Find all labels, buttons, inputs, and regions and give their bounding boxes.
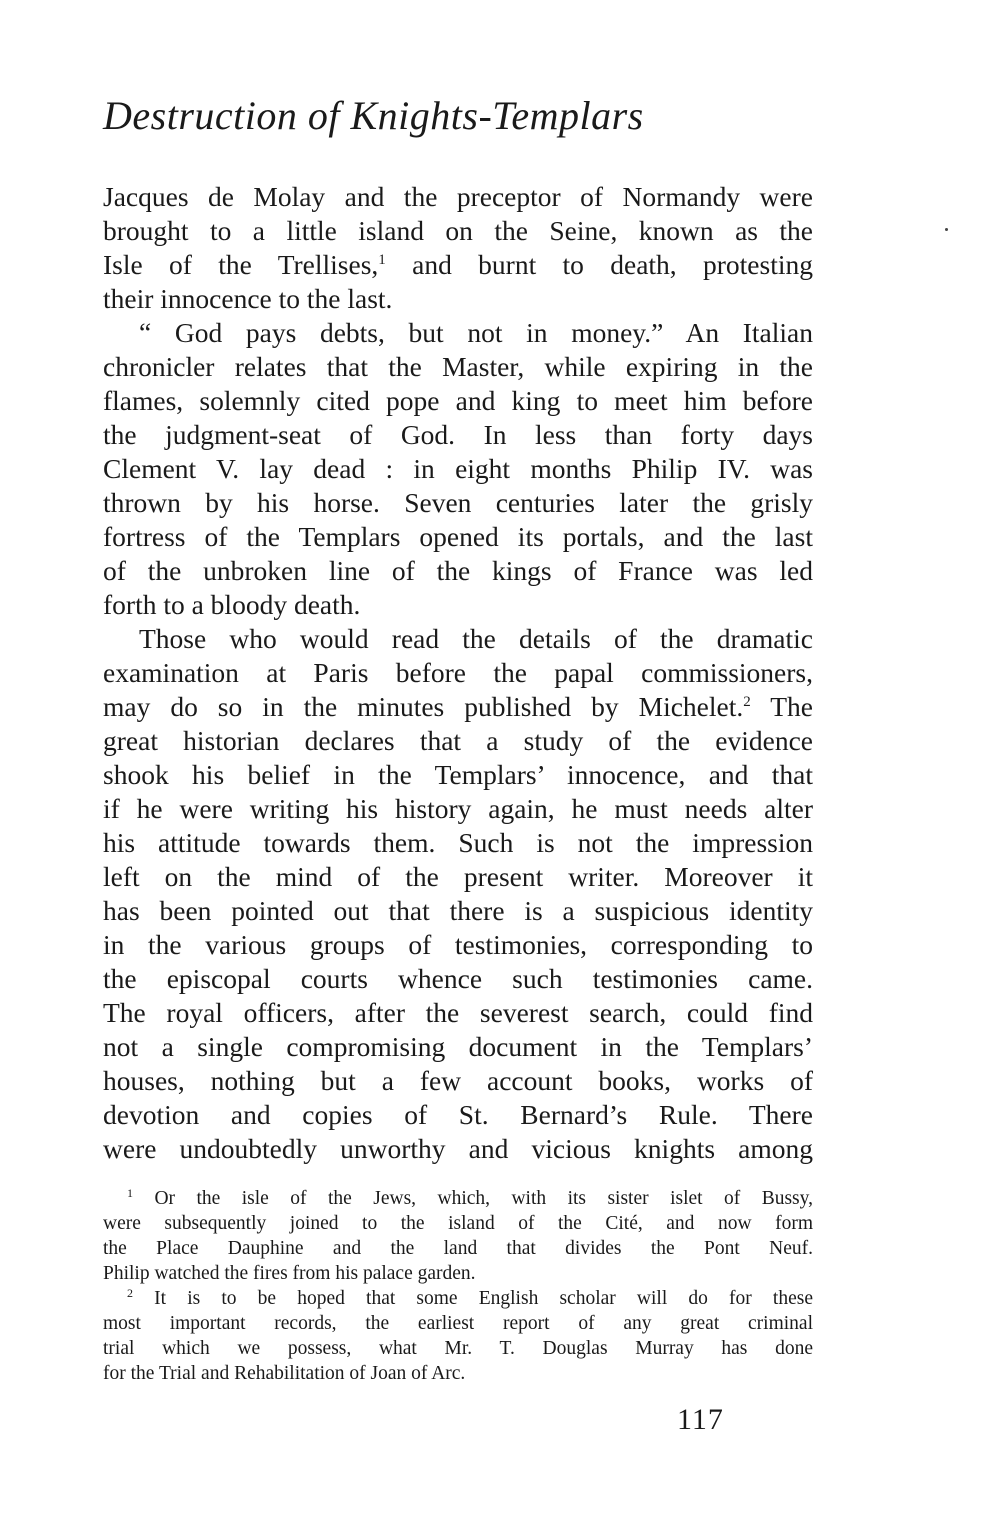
- footnote-line: for the Trial and Rehabilitation of Joan of Arc.: [103, 1363, 466, 1384]
- text-segment: Isle of the Trellises,: [103, 249, 379, 280]
- text-line: [103, 690, 813, 724]
- text-line: the episcopal courts whence such testimonies came.: [103, 963, 813, 994]
- text-line: The royal officers, after the severest search, could find: [103, 997, 813, 1028]
- text-line: examination at Paris before the papal commissioners,: [103, 657, 813, 688]
- text-line: [103, 248, 813, 282]
- text-segment: and burnt to death, protesting: [412, 249, 813, 280]
- text-line: his attitude towards them. Such is not the impression: [103, 827, 813, 858]
- paragraph-start-line: Those who would read the details of the dramatic: [139, 623, 813, 654]
- text-segment: The: [770, 691, 813, 722]
- footnote-reference: 2: [743, 694, 751, 710]
- body-text: [103, 180, 813, 1166]
- text-line: in the various groups of testimonies, corresponding to: [103, 929, 813, 960]
- text-line: thrown by his horse. Seven centuries later the grisly: [103, 487, 813, 518]
- text-line: their innocence to the last.: [103, 283, 393, 314]
- text-line: devotion and copies of St. Bernard’s Rule. There: [103, 1099, 813, 1130]
- text-line: flames, solemnly cited pope and king to meet him before: [103, 385, 813, 416]
- text-line: if he were writing his history again, he must needs alter: [103, 793, 813, 824]
- text-segment: may do so in the minutes published by Michelet.: [103, 691, 744, 722]
- text-line: houses, nothing but a few account books, works of: [103, 1065, 813, 1096]
- footnote-line: trial which we possess, what Mr. T. Douglas Murray has done: [103, 1338, 813, 1359]
- footnote-marker: 1: [127, 1186, 133, 1200]
- footnote-marker: 2: [127, 1286, 133, 1300]
- footnote-reference: 1: [378, 252, 386, 268]
- text-line: of the unbroken line of the kings of France was led: [103, 555, 813, 586]
- text-segment: It is to be hoped that some English scholar will do for these: [154, 1288, 813, 1309]
- running-head: Destruction of Knights-Templars: [103, 93, 644, 138]
- text-line: left on the mind of the present writer. Moreover it: [103, 861, 813, 892]
- book-page: [103, 0, 813, 1539]
- text-line: shook his belief in the Templars’ innocence, and that: [103, 759, 813, 790]
- text-line: has been pointed out that there is a suspicious identity: [103, 895, 813, 926]
- text-line: fortress of the Templars opened its portals, and the last: [103, 521, 813, 552]
- text-segment: Or the isle of the Jews, which, with its sister islet of Bussy,: [154, 1188, 813, 1209]
- scan-speck: [945, 228, 948, 231]
- paragraph-start-line: “ God pays debts, but not in money.” An Italian: [139, 317, 813, 348]
- footnote-line: Philip watched the fires from his palace garden.: [103, 1263, 476, 1284]
- text-line: great historian declares that a study of the evidence: [103, 725, 813, 756]
- footnote-line: [103, 1286, 813, 1311]
- text-line: forth to a bloody death.: [103, 589, 361, 620]
- text-line: brought to a little island on the Seine, known as the: [103, 215, 813, 246]
- text-line: chronicler relates that the Master, while expiring in the: [103, 351, 813, 382]
- footnote-line: most important records, the earliest report of any great criminal: [103, 1313, 813, 1334]
- footnote-line: the Place Dauphine and the land that divides the Pont Neuf.: [103, 1238, 813, 1259]
- page-number: 117: [677, 1403, 724, 1436]
- footnotes: [103, 1186, 813, 1386]
- footnote-line: [103, 1186, 813, 1211]
- text-line: the judgment-seat of God. In less than forty days: [103, 419, 813, 450]
- footnote-line: were subsequently joined to the island of the Cité, and now form: [103, 1213, 813, 1234]
- text-line: not a single compromising document in the Templars’: [103, 1031, 813, 1062]
- text-line: Jacques de Molay and the preceptor of Normandy were: [103, 181, 813, 212]
- text-line: were undoubtedly unworthy and vicious knights among: [103, 1133, 813, 1164]
- text-line: Clement V. lay dead : in eight months Philip IV. was: [103, 453, 813, 484]
